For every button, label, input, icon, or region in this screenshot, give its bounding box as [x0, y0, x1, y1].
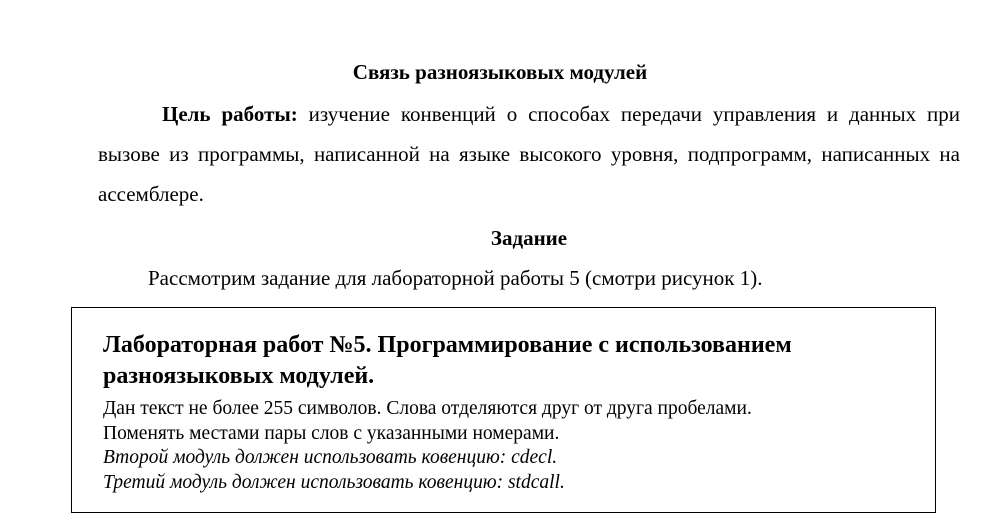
goal-label: Цель работы:: [162, 102, 298, 126]
lab-line: Поменять местами пары слов с указанными номерами.: [103, 422, 560, 444]
lab-convention-line: Третий модуль должен использовать ковенцию: stdcall.: [103, 471, 565, 493]
document-title: Связь разноязыковых модулей: [352, 60, 648, 84]
goal-text: изучение конвенций о способах передачи управления и данных при вызове из программы, написанной на языке высокого уровня, подпрограмм, написанных на ассемблере.: [98, 102, 960, 206]
lab-body: [103, 397, 913, 495]
task-intro: Рассмотрим задание для лабораторной работы 5 (смотри рисунок 1).: [148, 266, 763, 290]
lab-assignment-box: [71, 307, 936, 513]
lab-line: Дан текст не более 255 символов. Слова отделяются друг от друга пробелами.: [103, 398, 752, 419]
goal-paragraph: [98, 94, 960, 214]
task-heading: Задание: [490, 226, 568, 250]
lab-title: Лабораторная работ №5. Программирование с использованием разноязыковых модулей.: [103, 332, 792, 389]
lab-convention-line: Второй модуль должен использовать ковенцию: cdecl.: [103, 447, 558, 468]
